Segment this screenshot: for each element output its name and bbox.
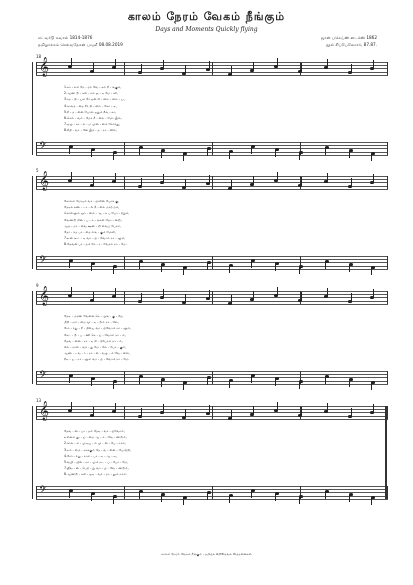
note-stem	[349, 264, 350, 272]
note-stem	[69, 146, 70, 154]
note-stem	[351, 408, 352, 416]
barline	[124, 256, 125, 269]
note-stem	[161, 379, 162, 387]
note-stem	[163, 289, 164, 297]
bass-clef-icon: 𝄢	[39, 140, 47, 154]
bass-clef-icon: 𝄢	[39, 484, 47, 498]
note-stem	[185, 65, 186, 73]
barline	[124, 486, 125, 499]
barline	[212, 142, 213, 155]
barline	[387, 371, 388, 384]
barline	[212, 291, 213, 304]
note-stem	[115, 403, 116, 411]
lyric-line: கோலம் மேவும் வா - ழ்வின் போக் கு,	[64, 199, 120, 203]
note-stem	[253, 176, 254, 184]
barline	[212, 371, 213, 384]
lyric-line: 7.ஜீவ - ன் - பெற் - று வா - ழ - வே - ண்டும்,	[64, 466, 129, 471]
lyric-line: 2.ஆண் டு - கள் - நம் ஓ - டி மே - வி,	[64, 91, 118, 96]
measure-number: 13	[36, 398, 42, 403]
barline	[212, 176, 213, 189]
barline	[36, 142, 37, 155]
note-stem	[69, 375, 70, 383]
note-stem	[327, 173, 328, 181]
music-system	[36, 54, 388, 162]
note-stem	[229, 495, 230, 503]
note-stem	[93, 177, 94, 185]
barline	[387, 142, 388, 155]
barline	[387, 62, 388, 75]
note-stem	[207, 148, 208, 156]
note-stem	[115, 173, 116, 181]
measure-number: 5	[36, 168, 39, 173]
note-stem	[277, 287, 278, 295]
note-stem	[301, 292, 302, 300]
note-stem	[139, 147, 140, 155]
barline	[387, 406, 388, 419]
note-stem	[71, 287, 72, 295]
lyric-line: சேர் - ந்து - நீ - தியை வா - ழ்வோம் நா - ளும்,	[64, 326, 132, 331]
note-stem	[373, 174, 374, 182]
bass-clef-icon: 𝄢	[39, 369, 47, 383]
note-stem	[183, 153, 184, 161]
barline	[124, 176, 125, 189]
barline	[36, 176, 37, 189]
bass-clef-icon: 𝄢	[39, 254, 47, 268]
music-system	[36, 168, 388, 276]
barline	[212, 406, 213, 419]
note-stem	[277, 172, 278, 180]
note-stem	[139, 376, 140, 384]
barline	[36, 406, 37, 419]
note-stem	[301, 177, 302, 185]
lyric-line: ஆண் - டவ - ர் - நா - ள் - வரு - ம் வே - ளை,	[64, 351, 130, 356]
lyric-line: 5.வழி - யில் - நா - மும் நட - ப் - போ - மே,	[64, 460, 129, 465]
system-brace	[32, 176, 33, 269]
note-stem	[113, 496, 114, 504]
note-stem	[183, 267, 184, 275]
lyric-line: உள்ளம் தூ - ய் - மை ஆ - க - வே - ண்டும்,	[64, 435, 127, 440]
lyric-line: 2.கால - ம் - முடியு - ம் மு - ன் - பே - நாம்,	[64, 441, 126, 446]
note-stem	[113, 266, 114, 274]
note-stem	[115, 288, 116, 296]
note-stem	[275, 149, 276, 157]
lyrics-block	[64, 198, 384, 248]
note-stem	[93, 407, 94, 415]
note-stem	[275, 493, 276, 501]
lyric-line: சில - நாள் - வந் - து மே - லே - போ - கும்,	[64, 345, 127, 350]
note-stem	[325, 491, 326, 499]
note-stem	[325, 261, 326, 269]
note-stem	[277, 402, 278, 410]
note-stem	[251, 260, 252, 268]
note-stem	[253, 291, 254, 299]
lyric-line: 8.நீதி - வா - னே இந் - த - நா - ளில்,	[64, 128, 117, 133]
note-stem	[229, 380, 230, 388]
barline	[387, 486, 388, 499]
lyric-line: 7.ஒரு - கா - ல - ம முன் - னம் சேர்ந்து,	[64, 122, 121, 127]
note-stem	[351, 178, 352, 186]
music-system	[36, 283, 388, 391]
note-stem	[207, 377, 208, 385]
system-brace	[32, 62, 33, 155]
note-stem	[251, 146, 252, 154]
note-stem	[231, 66, 232, 74]
lyric-line: தேர் - ந்த பா - தை எங் - கும் மேவி,	[64, 230, 116, 235]
note-stem	[209, 61, 210, 69]
note-stem	[163, 404, 164, 412]
barline	[124, 142, 125, 155]
note-stem	[253, 406, 254, 414]
note-stem	[93, 292, 94, 300]
note-stem	[371, 153, 372, 161]
author-line: எட்வர்டு சுவால் 1814-1876	[38, 35, 93, 40]
barline	[387, 256, 388, 269]
barline	[36, 291, 37, 304]
note-stem	[71, 172, 72, 180]
note-stem	[349, 379, 350, 387]
note-stem	[229, 151, 230, 159]
note-stem	[207, 262, 208, 270]
lyric-line: ஆத் - மா - வை ஊன் - றி வைப் போம்,	[64, 223, 122, 228]
note-stem	[113, 152, 114, 160]
lyric-line: வேண்டு நின் - ப - க - ங்கள் தோ - ன்றி,	[64, 217, 122, 222]
note-stem	[327, 59, 328, 67]
note-stem	[161, 494, 162, 502]
treble-clef-icon: 𝄞	[39, 401, 50, 421]
lyric-line: 7.உன் கூட் - டி வா - ழ் - வோம் நா - ளும்,	[64, 236, 126, 241]
measure-number: 9	[36, 283, 39, 288]
final-barline	[385, 406, 387, 499]
lyrics-block	[64, 84, 384, 134]
lyric-line: 1.கா - லம் நே - ரம் வே - கம் நீ - ங்கும்,	[64, 85, 122, 89]
note-stem	[349, 494, 350, 502]
note-stem	[327, 288, 328, 296]
system-brace	[32, 291, 33, 384]
hymn-title: காலம் நேரம் வேகம் நீங்கும்	[127, 10, 286, 23]
note-stem	[139, 261, 140, 269]
note-stem	[231, 180, 232, 188]
note-stem	[93, 63, 94, 71]
lyric-line: தேடி - மரண வேளை நெ - ருங் - கு - தே,	[64, 314, 124, 318]
note-stem	[139, 491, 140, 499]
note-stem	[351, 293, 352, 301]
page-footer: காலம் நேரம் வேகம் நீங்கும் - தமிழ்க் கிறிஸ்தவக் கீர்த்தனைகள்	[161, 552, 252, 556]
lyric-line: 4.சேர் - ந்து - நாம் - பா - டி - ஆ - டி,	[64, 453, 118, 458]
translator-line: தமிழாக்கம் செல்வநேசன் பவுலீ 08.08.2019	[38, 42, 123, 47]
lyric-line: மீறி - நம் - மை மூ - டி - டும் நா - ளே,	[64, 320, 119, 325]
note-stem	[141, 178, 142, 186]
barline	[212, 256, 213, 269]
note-stem	[185, 294, 186, 302]
note-stem	[275, 263, 276, 271]
lyric-line: தேவ - னை - நா - டி நி - ற்போம் நா - ம்,	[64, 338, 123, 343]
note-stem	[91, 263, 92, 271]
note-stem	[373, 404, 374, 412]
lyric-line: 3.நம் - மை - காக்கும் தே - வ - னை - போற்றி,	[64, 447, 131, 452]
note-stem	[161, 150, 162, 158]
lyric-line: 6.செல் - வம் - மோ நீ - லை - மோ இல்,	[64, 116, 122, 121]
lyric-line: 3.சத - தி - யம் நீர் ஏன் நி - லை - லை - ய,	[64, 97, 125, 102]
barline	[212, 62, 213, 75]
composer-line: ஜான் பகெய்ஸ் டைக்ஸ் 1862	[320, 35, 377, 40]
note-stem	[141, 408, 142, 416]
note-stem	[349, 150, 350, 158]
lyric-line: 8.தேவன் பா - தம் சே - ர - வோம் நா - மே.	[64, 242, 127, 247]
note-stem	[231, 410, 232, 418]
barline	[387, 291, 388, 304]
note-stem	[207, 492, 208, 500]
note-stem	[299, 381, 300, 389]
barline	[124, 406, 125, 419]
barline	[124, 291, 125, 304]
note-stem	[299, 496, 300, 504]
lyrics-block	[64, 313, 384, 363]
note-stem	[327, 403, 328, 411]
treble-clef-icon: 𝄞	[39, 171, 50, 191]
lyric-line: 4.காலத் - தை நீர் தி - லை - கோ - டி,	[64, 103, 117, 108]
barline	[212, 486, 213, 499]
note-stem	[251, 375, 252, 383]
lyric-line: கேட் - டு - ப - ணி செ - ய் - வோம் நா - ம்,	[64, 332, 126, 337]
lyric-line: தேவ - ன் - பா - தம் தேடி - வா - ழ்வோம்,	[64, 429, 125, 433]
note-stem	[371, 267, 372, 275]
lyric-line: 8.ஆண்டு - கள் - ஓடி - வந் - தா - லும் நாம்.	[64, 472, 127, 477]
note-stem	[69, 260, 70, 268]
note-stem	[185, 409, 186, 417]
lyric-line: 5.நீ - த - னை போல் ஏதும் நீங் - கா,	[64, 109, 117, 114]
lyric-line: கொள்ளும் ஞா - னம் - ஆ - க ப போ - ற்றும்,	[64, 211, 130, 216]
note-stem	[183, 497, 184, 505]
barline	[36, 371, 37, 384]
lyrics-block	[64, 428, 384, 478]
note-stem	[253, 62, 254, 70]
note-stem	[91, 149, 92, 157]
note-stem	[351, 64, 352, 72]
note-stem	[113, 381, 114, 389]
note-stem	[299, 152, 300, 160]
note-stem	[299, 266, 300, 274]
note-stem	[325, 147, 326, 155]
barline	[36, 62, 37, 75]
note-stem	[71, 58, 72, 66]
hymn-subtitle: Days and Moments Quickly flying	[155, 26, 258, 33]
barline	[36, 256, 37, 269]
note-stem	[275, 378, 276, 386]
note-stem	[141, 64, 142, 72]
note-stem	[183, 382, 184, 390]
note-stem	[163, 174, 164, 182]
note-stem	[115, 59, 116, 67]
treble-clef-icon: 𝄞	[39, 286, 50, 306]
note-stem	[209, 175, 210, 183]
note-stem	[209, 290, 210, 298]
note-stem	[325, 376, 326, 384]
music-system	[36, 398, 388, 506]
barline	[124, 62, 125, 75]
system-brace	[32, 406, 33, 499]
meter-line: நூல் சிப்பேலோசர், 87.87.	[326, 42, 377, 47]
barline	[124, 371, 125, 384]
note-stem	[277, 58, 278, 66]
note-stem	[185, 179, 186, 187]
barline	[36, 486, 37, 499]
measure-number: 18	[36, 54, 42, 59]
note-stem	[373, 289, 374, 297]
note-stem	[251, 490, 252, 498]
note-stem	[163, 60, 164, 68]
lyric-line: நீடி - ய - நா - ளும் வா - ழ் - வோம் நா - மே.	[64, 357, 130, 362]
note-stem	[141, 293, 142, 301]
note-stem	[69, 490, 70, 498]
note-stem	[371, 497, 372, 505]
note-stem	[91, 378, 92, 386]
note-stem	[161, 264, 162, 272]
note-stem	[301, 63, 302, 71]
note-stem	[373, 60, 374, 68]
lyric-line: தேடிக் கண் - டா - ல் நீ - லை மாற் றம்,	[64, 205, 120, 210]
note-stem	[229, 265, 230, 273]
note-stem	[231, 295, 232, 303]
note-stem	[71, 402, 72, 410]
note-stem	[209, 405, 210, 413]
treble-clef-icon: 𝄞	[39, 57, 50, 77]
barline	[387, 176, 388, 189]
note-stem	[91, 493, 92, 501]
note-stem	[301, 407, 302, 415]
note-stem	[371, 382, 372, 390]
